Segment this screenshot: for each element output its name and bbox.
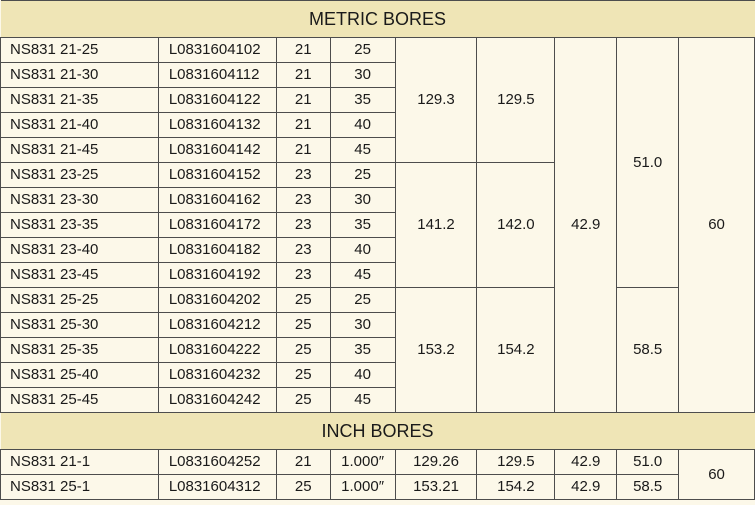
bore-b-cell: 25 (330, 163, 395, 188)
bore-b-cell: 45 (330, 138, 395, 163)
model-cell: NS831 21-35 (1, 88, 159, 113)
value-1-cell: 129.26 (395, 450, 477, 475)
inch-header-row (1, 413, 755, 450)
model-cell: NS831 23-45 (1, 263, 159, 288)
model-cell: NS831 23-30 (1, 188, 159, 213)
bore-a-cell: 21 (276, 63, 330, 88)
bore-a-cell: 25 (276, 313, 330, 338)
bore-b-cell: 40 (330, 238, 395, 263)
part-number-cell: L0831604202 (158, 288, 276, 313)
model-cell: NS831 23-40 (1, 238, 159, 263)
model-cell: NS831 25-45 (1, 388, 159, 413)
model-cell: NS831 21-30 (1, 63, 159, 88)
table-row (1, 288, 755, 313)
table-row (1, 38, 755, 63)
part-number-cell: L0831604172 (158, 213, 276, 238)
bore-b-cell: 35 (330, 88, 395, 113)
bore-a-cell: 21 (276, 88, 330, 113)
bore-b-cell: 25 (330, 288, 395, 313)
model-cell: NS831 21-25 (1, 38, 159, 63)
shared-value-e: 42.9 (555, 38, 617, 413)
part-number-cell: L0831604162 (158, 188, 276, 213)
bore-a-cell: 23 (276, 238, 330, 263)
value-2-cell: 154.2 (477, 475, 555, 500)
bore-b-cell: 30 (330, 63, 395, 88)
bore-a-cell: 25 (276, 388, 330, 413)
table-row (1, 450, 755, 475)
bore-a-cell: 25 (276, 475, 330, 500)
bore-b-cell: 45 (330, 388, 395, 413)
model-cell: NS831 25-1 (1, 475, 159, 500)
part-number-cell: L0831604232 (158, 363, 276, 388)
group-value-1: 129.3 (395, 38, 477, 163)
model-cell: NS831 25-30 (1, 313, 159, 338)
bore-a-cell: 23 (276, 188, 330, 213)
bore-b-cell: 35 (330, 213, 395, 238)
metric-header-row (1, 1, 755, 38)
bore-b-cell: 35 (330, 338, 395, 363)
model-cell: NS831 23-25 (1, 163, 159, 188)
value-e-cell: 42.9 (555, 475, 617, 500)
bore-b-cell: 30 (330, 313, 395, 338)
group-value-2: 142.0 (477, 163, 555, 288)
bore-a-cell: 25 (276, 338, 330, 363)
bore-b-cell: 30 (330, 188, 395, 213)
inch-bores-heading: INCH BORES (1, 413, 755, 450)
bore-a-cell: 21 (276, 450, 330, 475)
bore-a-cell: 23 (276, 213, 330, 238)
bore-b-cell: 45 (330, 263, 395, 288)
model-cell: NS831 23-35 (1, 213, 159, 238)
part-number-cell: L0831604112 (158, 63, 276, 88)
part-number-cell: L0831604122 (158, 88, 276, 113)
part-number-cell: L0831604132 (158, 113, 276, 138)
bore-a-cell: 25 (276, 363, 330, 388)
model-cell: NS831 25-35 (1, 338, 159, 363)
bore-a-cell: 21 (276, 113, 330, 138)
group-value-2: 154.2 (477, 288, 555, 413)
bore-a-cell: 23 (276, 163, 330, 188)
model-cell: NS831 21-40 (1, 113, 159, 138)
part-number-cell: L0831604192 (158, 263, 276, 288)
bore-b-cell: 25 (330, 38, 395, 63)
bore-a-cell: 21 (276, 38, 330, 63)
bore-a-cell: 23 (276, 263, 330, 288)
value-e-cell: 42.9 (555, 450, 617, 475)
part-number-cell: L0831604102 (158, 38, 276, 63)
shared-value-f-bottom: 58.5 (617, 288, 679, 413)
bore-b-cell: 40 (330, 113, 395, 138)
part-number-cell: L0831604212 (158, 313, 276, 338)
bore-b-cell: 1.000″ (330, 475, 395, 500)
part-number-cell: L0831604152 (158, 163, 276, 188)
bore-a-cell: 21 (276, 138, 330, 163)
value-f-cell: 51.0 (617, 450, 679, 475)
part-number-cell: L0831604242 (158, 388, 276, 413)
metric-bores-heading: METRIC BORES (1, 1, 755, 38)
table-row (1, 475, 755, 500)
part-number-cell: L0831604222 (158, 338, 276, 363)
bore-b-cell: 40 (330, 363, 395, 388)
value-f-cell: 58.5 (617, 475, 679, 500)
group-value-1: 141.2 (395, 163, 477, 288)
shared-value-f-top: 51.0 (617, 38, 679, 288)
value-2-cell: 129.5 (477, 450, 555, 475)
shared-value-g: 60 (679, 450, 755, 500)
part-number-cell: L0831604252 (158, 450, 276, 475)
model-cell: NS831 21-45 (1, 138, 159, 163)
model-cell: NS831 25-40 (1, 363, 159, 388)
bore-a-cell: 25 (276, 288, 330, 313)
group-value-2: 129.5 (477, 38, 555, 163)
part-number-cell: L0831604182 (158, 238, 276, 263)
part-number-cell: L0831604312 (158, 475, 276, 500)
group-value-1: 153.2 (395, 288, 477, 413)
value-1-cell: 153.21 (395, 475, 477, 500)
model-cell: NS831 21-1 (1, 450, 159, 475)
model-cell: NS831 25-25 (1, 288, 159, 313)
part-number-cell: L0831604142 (158, 138, 276, 163)
bore-b-cell: 1.000″ (330, 450, 395, 475)
shared-value-g: 60 (679, 38, 755, 413)
